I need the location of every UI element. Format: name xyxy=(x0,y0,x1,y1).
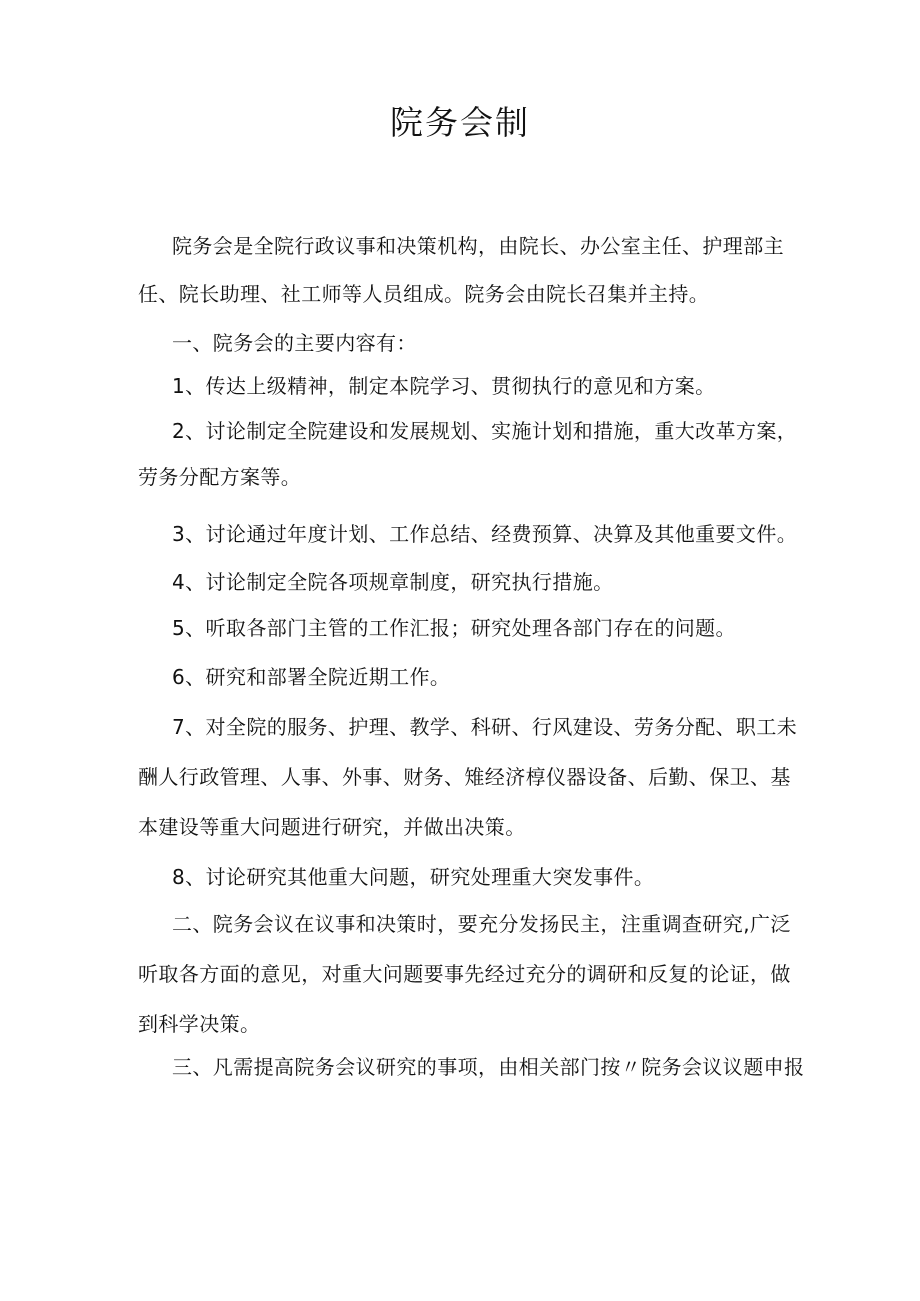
list-item: 6、研究和部署全院近期工作。 xyxy=(172,665,451,689)
list-item-continuation: 酬人行政管理、人事、外事、财务、雉经济椁仪器设备、后勤、保卫、基 xyxy=(138,765,791,789)
section-paragraph: 三、凡需提高院务会议研究的事项，由相关部门按〃院务会议议题申报 xyxy=(172,1055,805,1079)
list-item: 5、听取各部门主管的工作汇报；研究处理各部门存在的问题。 xyxy=(172,616,736,640)
list-item: 3、讨论通过年度计划、工作总结、经费预算、决算及其他重要文件。 xyxy=(172,522,798,546)
list-item: 8、讨论研究其他重大问题，研究处理重大突发事件。 xyxy=(172,865,655,889)
section-paragraph: 二、院务会议在议事和决策时，要充分发扬民主，注重调查研究,广泛 xyxy=(172,912,791,936)
list-item-continuation: 劳务分配方案等。 xyxy=(138,465,302,489)
section-heading: 一、院务会的主要内容有： xyxy=(172,331,417,355)
list-item: 7、对全院的服务、护理、教学、科研、行风建设、劳务分配、职工未 xyxy=(172,715,798,739)
paragraph-continuation: 到科学决策。 xyxy=(138,1012,261,1036)
list-item: 2、讨论制定全院建设和发展规划、实施计划和措施，重大改革方案， xyxy=(172,419,798,443)
paragraph-continuation: 听取各方面的意见，对重大问题要事先经过充分的调研和反复的论证，做 xyxy=(138,962,791,986)
text-line: 院务会是全院行政议事和决策机构，由院长、办公室主任、护理部主 xyxy=(172,234,784,258)
document-title: 院务会制 xyxy=(390,103,530,142)
text-line: 任、院长助理、社工师等人员组成。院务会由院长召集并主持。 xyxy=(138,282,710,306)
list-item-continuation: 本建设等重大问题进行研究，并做出决策。 xyxy=(138,815,526,839)
list-item: 1、传达上级精神，制定本院学习、贯彻执行的意见和方案。 xyxy=(172,374,716,398)
list-item: 4、讨论制定全院各项规章制度，研究执行措施。 xyxy=(172,570,614,594)
